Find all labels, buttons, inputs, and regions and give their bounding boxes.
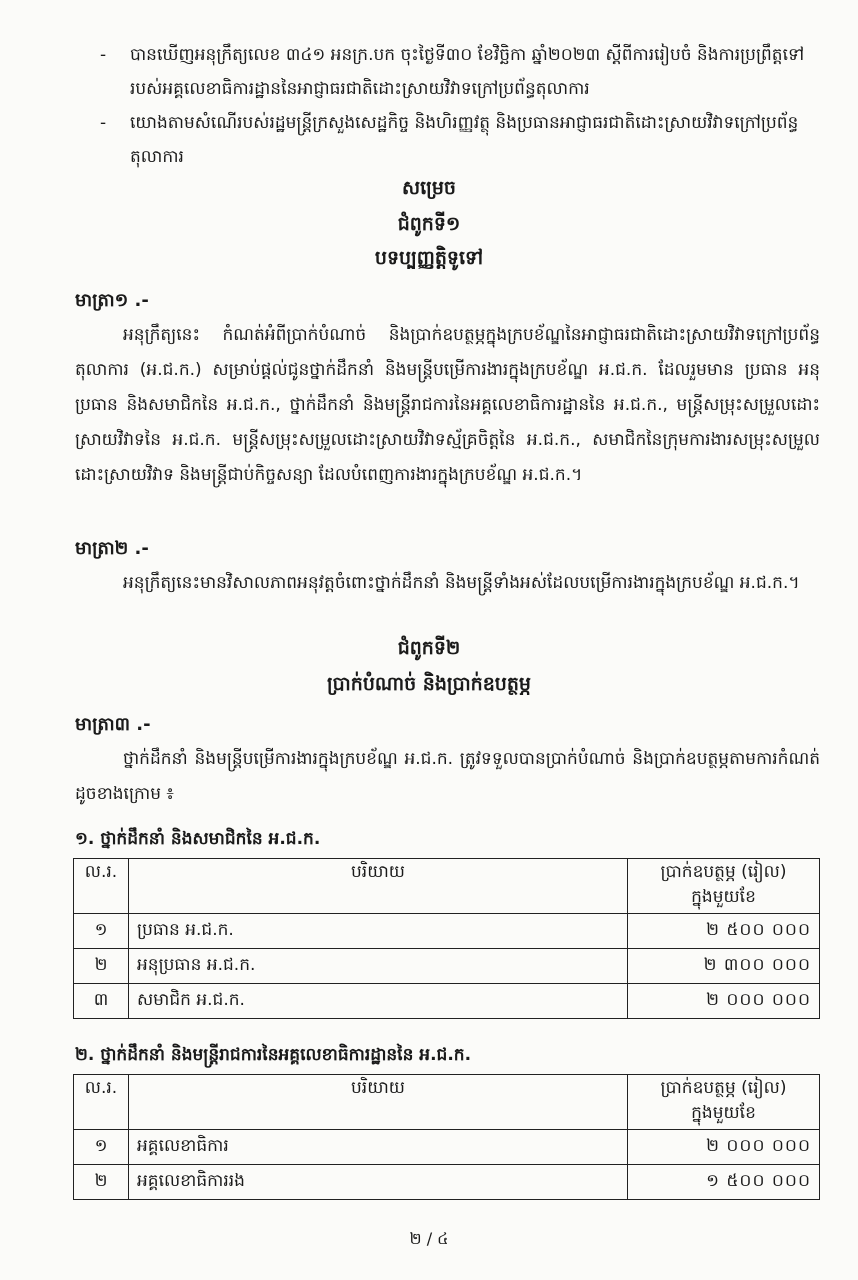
- article2-text: អនុក្រឹត្យនេះមានវិសាលភាពអនុវត្តចំពោះថ្នាក់ដឹកនាំ និងមន្ត្រីទាំងអស់ដែលបម្រើការងារក្នុងក្របខ័ណ្ឌ អ.ជ.ក.។: [123, 573, 800, 593]
- row-no: ៣: [74, 984, 129, 1019]
- table-row: [74, 949, 820, 984]
- decision-heading: សម្រេច: [402, 177, 456, 199]
- article1-label: មាត្រា១ .-: [75, 290, 149, 311]
- row-desc: អនុប្រធាន អ.ជ.ក.: [129, 949, 628, 984]
- article1-text: អនុក្រឹត្យនេះ កំណត់អំពីប្រាក់បំណាច់ និងប្រាក់ឧបត្ថម្ភក្នុងក្របខ័ណ្ឌនៃអាជ្ញាធរជាតិដោះស្រាយវិវាទក្រៅប្រព័ន្ធតុលាការ (អ.ជ.ក.) សម្រាប់ផ្តល់ជូនថ្នាក់ដឹកនាំ និងមន្ត្រីបម្រើការងារក្នុងក្របខ័ណ្ឌ អ.ជ.ក. ដែលរួមមាន ប្រធាន អនុប្រធាន និងសមាជិកនៃ អ.ជ.ក., ថ្នាក់ដឹកនាំ និងមន្ត្រីរាជការនៃអគ្គលេខាធិការដ្ឋាននៃ អ.ជ.ក., មន្ត្រីសម្រុះសម្រួលដោះស្រាយវិវាទនៃ អ.ជ.ក. មន្ត្រីសម្រុះសម្រួលដោះស្រាយវិវាទស្ម័គ្រចិត្តនៃ អ.ជ.ក., សមាជិកនៃក្រុមការងារសម្រុះសម្រួលដោះស្រាយវិវាទ និងមន្ត្រីជាប់កិច្ចសន្យា ដែលបំពេញការងារក្នុងក្របខ័ណ្ឌ អ.ជ.ក.។: [75, 325, 820, 485]
- header-amount: [628, 859, 820, 914]
- table-row: [74, 914, 820, 949]
- header-amount-line1: ប្រាក់ឧបត្ថម្ភ (រៀល): [660, 1078, 787, 1098]
- row-desc: សមាជិក អ.ជ.ក.: [129, 984, 628, 1019]
- header-no: ល.រ.: [74, 1075, 129, 1130]
- section2-title: ២. ថ្នាក់ដឹកនាំ និងមន្ត្រីរាជការនៃអគ្គលេខាធិការដ្ឋាននៃ អ.ជ.ក.: [75, 1045, 472, 1065]
- header-amount-line2: ក្នុងមួយខែ: [691, 887, 756, 907]
- preamble-text: យោងតាមសំណើរបស់រដ្ឋមន្ត្រីក្រសួងសេដ្ឋកិច្ច និងហិរញ្ញវត្ថុ និងប្រធានអាជ្ញាធរជាតិដោះស្រាយវិវាទក្រៅប្រព័ន្ធតុលាការ: [130, 113, 799, 167]
- section2-table: [73, 1074, 820, 1200]
- row-no: ១: [74, 1130, 129, 1165]
- row-amount: ១ ៥០០ ០០០: [628, 1165, 820, 1200]
- bullet-dash: -: [100, 113, 107, 133]
- row-desc: ប្រធាន អ.ជ.ក.: [129, 914, 628, 949]
- article3-label: មាត្រា៣ .-: [75, 714, 151, 735]
- chapter1-title: ជំពូកទី១: [397, 213, 461, 235]
- table-header-row: [74, 1075, 820, 1130]
- header-amount: [628, 1075, 820, 1130]
- preamble-item-1: [100, 38, 820, 106]
- chapter1-subtitle: បទប្បញ្ញត្តិទូទៅ: [374, 247, 484, 269]
- preamble-text: បានឃើញអនុក្រឹត្យលេខ ៣៤១ អនក្រ.បក ចុះថ្ងៃទី៣០ ខែវិច្ឆិកា ឆ្នាំ២០២៣ ស្តីពីការរៀបចំ និងការប្រព្រឹត្តទៅរបស់អគ្គលេខាធិការដ្ឋាននៃអាជ្ញាធរជាតិដោះស្រាយវិវាទក្រៅប្រព័ន្ធតុលាការ: [130, 45, 805, 99]
- preamble-item-2: [100, 106, 820, 174]
- row-amount: ២ ០០០ ០០០: [628, 1130, 820, 1165]
- row-no: ១: [74, 914, 129, 949]
- article2-label: មាត្រា២ .-: [75, 538, 149, 559]
- row-no: ២: [74, 949, 129, 984]
- header-title: បរិយាយ: [129, 1075, 628, 1130]
- table-header-row: [74, 859, 820, 914]
- chapter2-title: ជំពូកទី២: [397, 637, 461, 659]
- table-row: [74, 984, 820, 1019]
- page-number: ២ / ៤: [409, 1229, 449, 1248]
- table-row: [74, 1130, 820, 1165]
- bullet-dash: -: [100, 45, 107, 65]
- header-no: ល.រ.: [74, 859, 129, 914]
- table-row: [74, 1165, 820, 1200]
- header-amount-line1: ប្រាក់ឧបត្ថម្ភ (រៀល): [660, 862, 787, 882]
- row-amount: ២ ៥០០ ០០០: [628, 914, 820, 949]
- row-amount: ២ ០០០ ០០០: [628, 984, 820, 1019]
- chapter2-subtitle: ប្រាក់បំណាច់ និងប្រាក់ឧបត្ថម្ភ: [327, 673, 531, 695]
- row-desc: អគ្គលេខាធិការ: [129, 1130, 628, 1165]
- row-amount: ២ ៣០០ ០០០: [628, 949, 820, 984]
- header-title: បរិយាយ: [129, 859, 628, 914]
- row-no: ២: [74, 1165, 129, 1200]
- section1-table: [73, 858, 820, 1019]
- section1-title: ១. ថ្នាក់ដឹកនាំ និងសមាជិកនៃ អ.ជ.ក.: [75, 829, 321, 849]
- article3-text: ថ្នាក់ដឹកនាំ និងមន្ត្រីបម្រើការងារក្នុងក្របខ័ណ្ឌ អ.ជ.ក. ត្រូវទទួលបានប្រាក់បំណាច់ និងប្រាក់ឧបត្ថម្ភតាមការកំណត់ដូចខាងក្រោម ៖: [75, 749, 820, 804]
- row-desc: អគ្គលេខាធិការរង: [129, 1165, 628, 1200]
- header-amount-line2: ក្នុងមួយខែ: [691, 1103, 756, 1123]
